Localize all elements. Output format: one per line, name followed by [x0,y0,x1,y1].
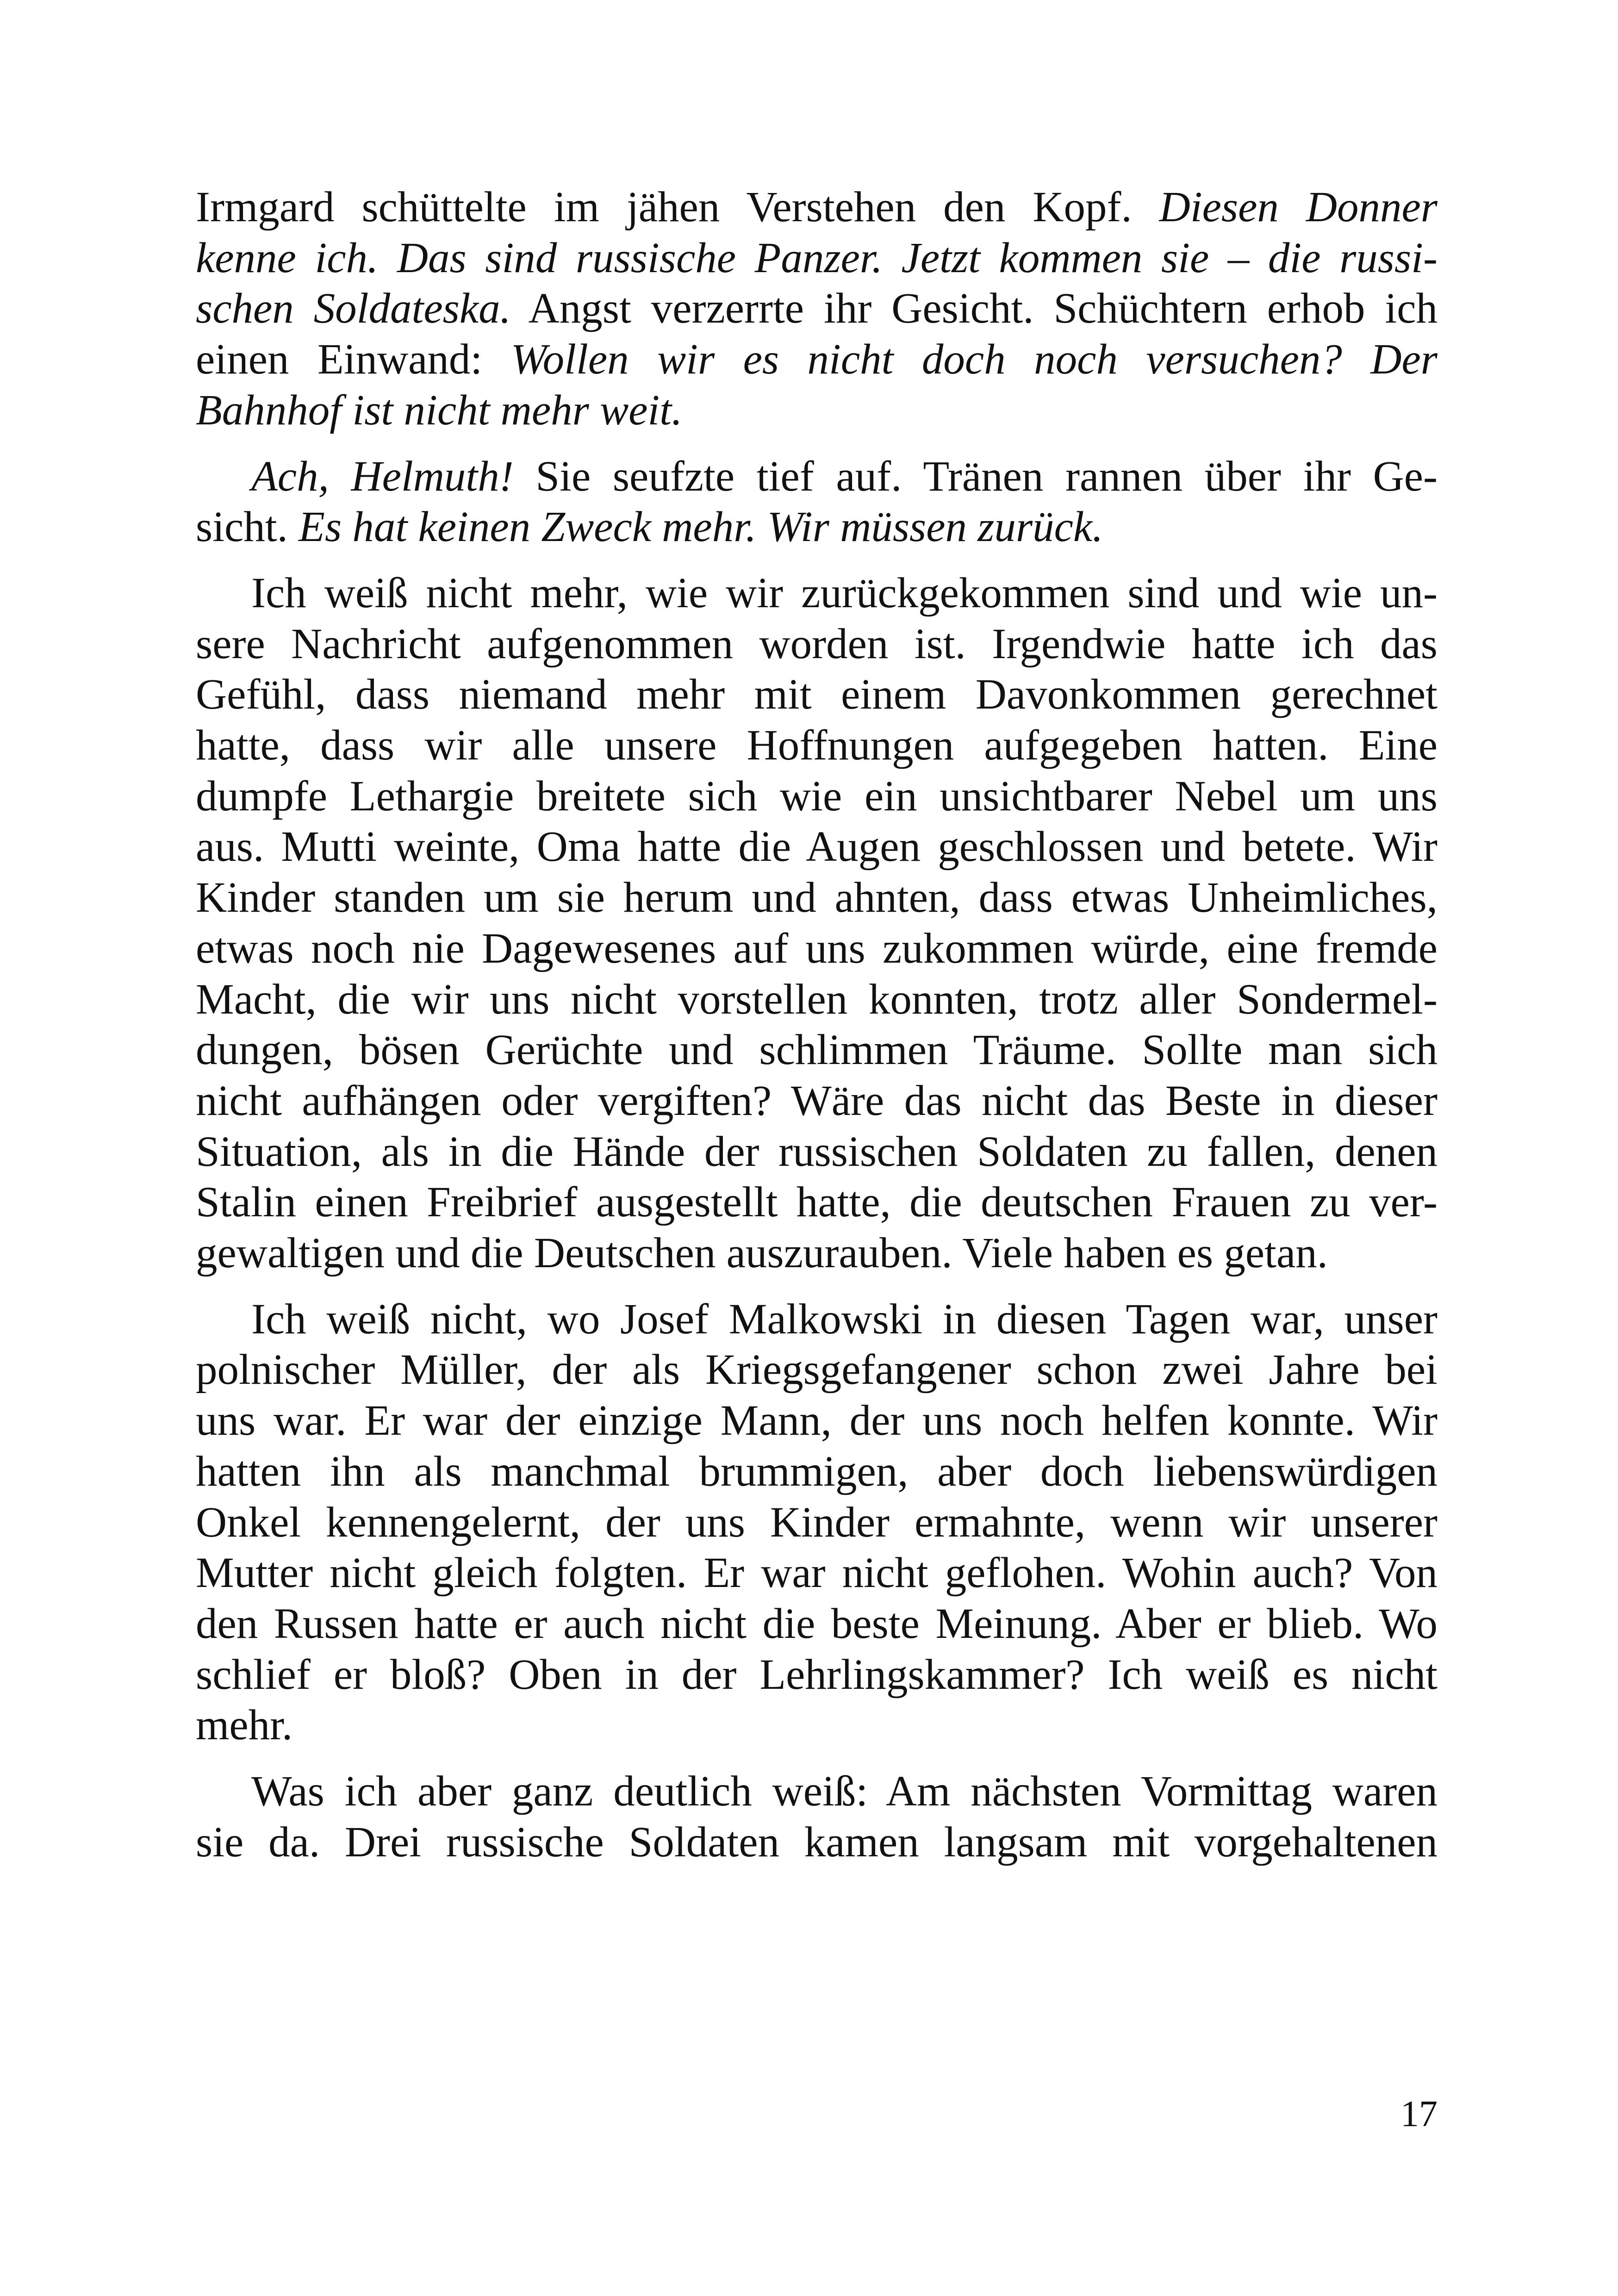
text-run: Macht, die wir uns nicht vorstellen konnten, trotz aller Sondermel- [196,975,1438,1023]
text-line [196,872,1438,923]
text-run: Angst verzerrte ihr Gesicht. Schüchtern erhob ich [510,285,1438,333]
text-line [196,1817,1438,1868]
text-run: einen Einwand: [196,336,511,384]
text-run: Kinder standen um sie herum und ahnten, dass etwas Unheimliches, [196,874,1438,922]
text-line [196,1446,1438,1497]
text-line [196,821,1438,872]
text-run: dumpfe Lethargie breitete sich wie ein unsichtbarer Nebel um uns [196,772,1438,820]
paragraph [196,568,1438,1279]
text-run: uns war. Er war der einzige Mann, der uns noch helfen konnte. Wir [196,1397,1438,1445]
text-run: den Russen hatte er auch nicht die beste Meinung. Aber er blieb. Wo [196,1599,1438,1648]
text-line [196,502,1438,553]
text-line [196,1766,1438,1817]
text-line [196,1649,1438,1700]
text-run: aus. Mutti weinte, Oma hatte die Augen geschlossen und betete. Wir [196,823,1438,871]
italic-run: Es hat keinen Zweck mehr. Wir müssen zurück. [299,503,1103,551]
text-line [196,1025,1438,1076]
text-line [196,1126,1438,1177]
text-line [196,1700,1438,1751]
text-line [196,1228,1438,1279]
italic-run: Bahnhof ist nicht mehr weit. [196,386,683,434]
text-run: mehr. [196,1701,293,1749]
text-run: hatte, dass wir alle unsere Hoffnungen aufgegeben hatten. Eine [196,722,1438,770]
paragraph [196,1766,1438,1867]
text-line [196,1497,1438,1548]
text-line [196,1177,1438,1228]
text-line [196,233,1438,284]
text-run: Mutter nicht gleich folgten. Er war nicht geflohen. Wohin auch? Von [196,1549,1438,1597]
text-line [196,385,1438,436]
italic-run: Ach, Helmuth! [251,452,514,500]
italic-run: schen Soldateska. [196,285,511,333]
page-number: 17 [1400,2094,1438,2134]
text-run: sicht. [196,503,299,551]
text-run: Ich weiß nicht mehr, wie wir zurückgekommen sind und wie un- [251,569,1438,617]
italic-run: kenne ich. Das sind russische Panzer. Jetzt kommen sie – die russi- [196,234,1438,282]
text-line [196,1294,1438,1345]
text-run: nicht aufhängen oder vergiften? Wäre das nicht das Beste in dieser [196,1076,1438,1125]
text-line [196,619,1438,670]
text-run: gewaltigen und die Deutschen auszurauben. Viele haben es getan. [196,1229,1328,1277]
text-line [196,283,1438,334]
paragraph [196,451,1438,553]
text-line [196,1548,1438,1599]
text-run: hatten ihn als manchmal brummigen, aber doch liebenswürdigen [196,1447,1438,1495]
text-run: sere Nachricht aufgenommen worden ist. Irgendwie hatte ich das [196,620,1438,668]
text-line [196,1599,1438,1649]
text-line [196,669,1438,720]
text-line [196,451,1438,502]
text-run: dungen, bösen Gerüchte und schlimmen Träume. Sollte man sich [196,1026,1438,1074]
text-line [196,182,1438,233]
text-run: Ich weiß nicht, wo Josef Malkowski in diesen Tagen war, unser [251,1295,1438,1343]
text-run: Was ich aber ganz deutlich weiß: Am nächsten Vormittag waren [251,1767,1438,1816]
text-run: Situation, als in die Hände der russischen Soldaten zu fallen, denen [196,1127,1438,1176]
text-line [196,334,1438,385]
text-run: Stalin einen Freibrief ausgestellt hatte, die deutschen Frauen zu ver- [196,1178,1438,1226]
text-run: schlief er bloß? Oben in der Lehrlingskammer? Ich weiß es nicht [196,1650,1438,1699]
text-run: sie da. Drei russische Soldaten kamen langsam mit vorgehaltenen [196,1818,1438,1866]
text-run: Gefühl, dass niemand mehr mit einem Davonkommen gerechnet [196,671,1438,719]
text-line [196,720,1438,771]
paragraph [196,182,1438,436]
text-line [196,974,1438,1025]
italic-run: Wollen wir es nicht doch noch versuchen? Der [510,336,1438,384]
text-run: Sie seufzte tief auf. Tränen rannen über ihr Ge- [513,452,1438,500]
text-line [196,923,1438,974]
text-run: Onkel kennengelernt, der uns Kinder ermahnte, wenn wir unserer [196,1498,1438,1546]
text-line [196,568,1438,619]
text-line [196,1395,1438,1446]
body-text [196,182,1438,1868]
paragraph [196,1294,1438,1751]
text-run: Irmgard schüttelte im jähen Verstehen den Kopf. [196,183,1159,231]
text-line [196,1344,1438,1395]
italic-run: Diesen Donner [1159,183,1438,231]
text-line [196,1076,1438,1126]
text-run: etwas noch nie Dagewesenes auf uns zukommen würde, eine fremde [196,924,1438,972]
text-line [196,771,1438,822]
text-run: polnischer Müller, der als Kriegsgefangener schon zwei Jahre bei [196,1346,1438,1394]
